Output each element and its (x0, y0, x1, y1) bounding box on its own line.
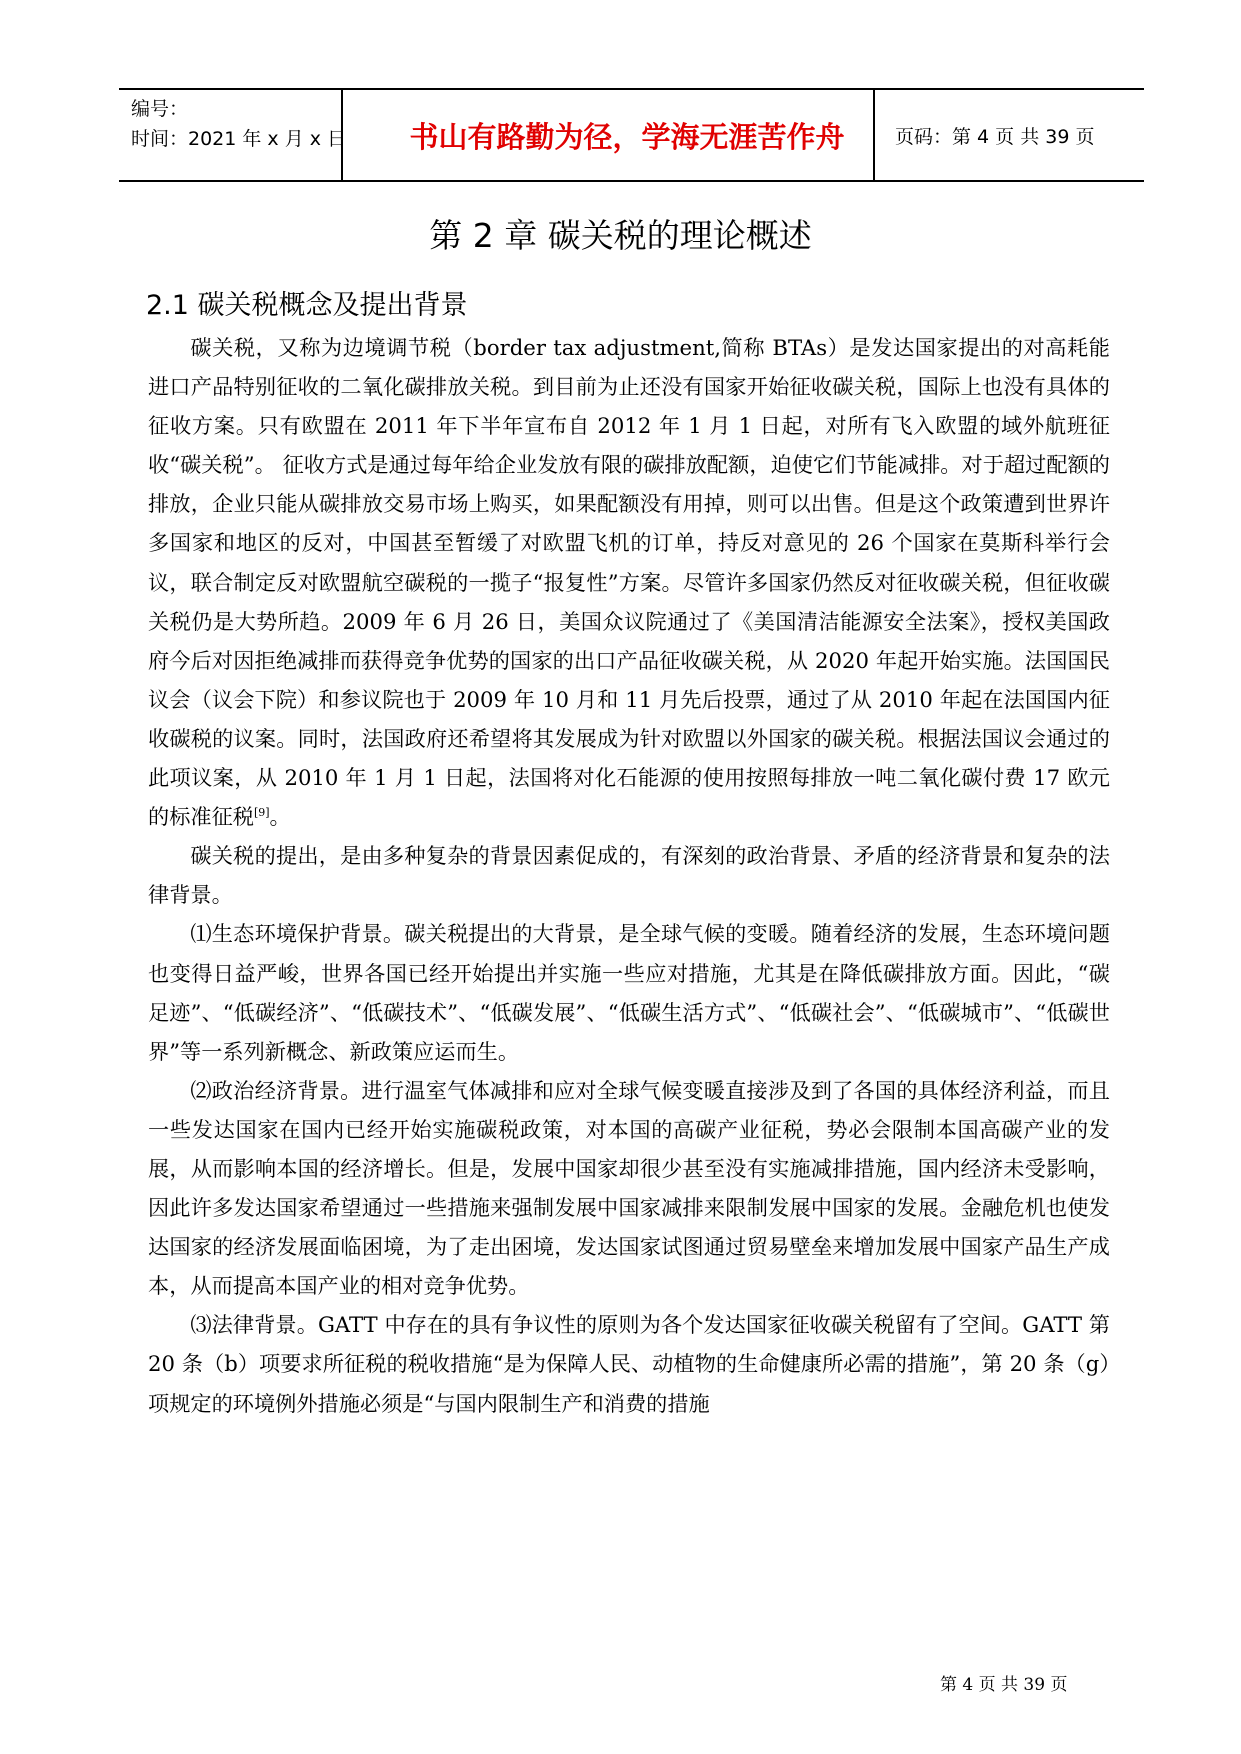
header-meta (131, 94, 346, 154)
header-date-label: 时间：2021 年 x 月 x 日 (131, 128, 347, 150)
header-motto: 书山有路勤为径，学海无涯苦作舟 (409, 119, 845, 154)
paragraph-3: ⑴生态环境保护背景。碳关税提出的大背景，是全球气候的变暖。随着经济的发展，生态环境问题也变得日益严峻，世界各国已经开始提出并实施一些应对措施，尤其是在降低碳排放方面。因此，“碳足迹”、“低碳经济”、“低碳技术”、“低碳发展”、“低碳生活方式”、“低碳社会”、“低碳城市”、“低碳世界”等一系列新概念、新政策应运而生。 (148, 921, 1110, 1064)
paragraph-2: 碳关税的提出，是由多种复杂的背景因素促成的，有深刻的政治背景、矛盾的经济背景和复杂的法律背景。 (148, 843, 1110, 908)
section-title: 2.1 碳关税概念及提出背景 (146, 290, 468, 321)
paragraph-1-end: 。 (269, 804, 291, 830)
chapter-title: 第 2 章 碳关税的理论概述 (429, 216, 812, 255)
header-divider-left (341, 90, 343, 180)
paragraph-5: ⑶法律背景。GATT 中存在的具有争议性的原则为各个发达国家征收碳关税留有了空间。GATT 第 20 条（b）项要求所征税的税收措施“是为保障人民、动植物的生命健康所必需的措施”，第 20 条（g）项规定的环境例外措施必须是“与国内限制生产和消费的措施 (148, 1312, 1110, 1416)
paragraph-1-text: 碳关税，又称为边境调节税（border tax adjustment,简称 BTAs）是发达国家提出的对高耗能进口产品特别征收的二氧化碳排放关税。到目前为止还没有国家开始征收碳关税，国际上也没有具体的征收方案。只有欧盟在 2011 年下半年宣布自 2012 年 1 月 1 日起，对所有飞入欧盟的域外航班征收“碳关税”。 征收方式是通过每年给企业发放有限的碳排放配额，迫使它们节能减排。对于超过配额的排放，企业只能从碳排放交易市场上购买，如果配额没有用掉，则可以出售。但是这个政策遭到世界许多国家和地区的反对，中国甚至暂缓了对欧盟飞机的订单，持反对意见的 26 个国家在莫斯科举行会议，联合制定反对欧盟航空碳税的一揽子“报复性”方案。尽管许多国家仍然反对征收碳关税，但征收碳关税仍是大势所趋。2009 年 6 月 26 日，美国众议院通过了《美国清洁能源安全法案》，授权美国政府今后对因拒绝减排而获得竞争优势的国家的出口产品征收碳关税，从 2020 年起开始实施。法国国民议会（议会下院）和参议院也于 2009 年 10 月和 11 月先后投票，通过了从 2010 年起在法国国内征收碳税的议案。同时，法国政府还希望将其发展成为针对欧盟以外国家的碳关税。根据法国议会通过的此项议案，从 2010 年 1 月 1 日起，法国将对化石能源的使用按照每排放一吨二氧化碳付费 17 欧元的标准征税 (148, 335, 1110, 830)
page-footer: 第 4 页 共 39 页 (940, 1675, 1068, 1695)
header-page-info: 页码：第 4 页 共 39 页 (895, 125, 1095, 148)
paragraph-1 (148, 328, 1110, 836)
citation-ref: [9] (253, 806, 270, 820)
body-text (148, 328, 1110, 1423)
header-number-label: 编号： (131, 98, 189, 120)
paragraph-4: ⑵政治经济背景。进行温室气体减排和应对全球气候变暖直接涉及到了各国的具体经济利益，而且一些发达国家在国内已经开始实施碳税政策，对本国的高碳产业征税，势必会限制本国高碳产业的发展，从而影响本国的经济增长。但是，发展中国家却很少甚至没有实施减排措施，国内经济未受影响，因此许多发达国家希望通过一些措施来强制发展中国家减排来限制发展中国家的发展。金融危机也使发达国家的经济发展面临困境，为了走出困境，发达国家试图通过贸易壁垒来增加发展中国家产品生产成本，从而提高本国产业的相对竞争优势。 (148, 1077, 1110, 1299)
page-header (119, 88, 1144, 182)
